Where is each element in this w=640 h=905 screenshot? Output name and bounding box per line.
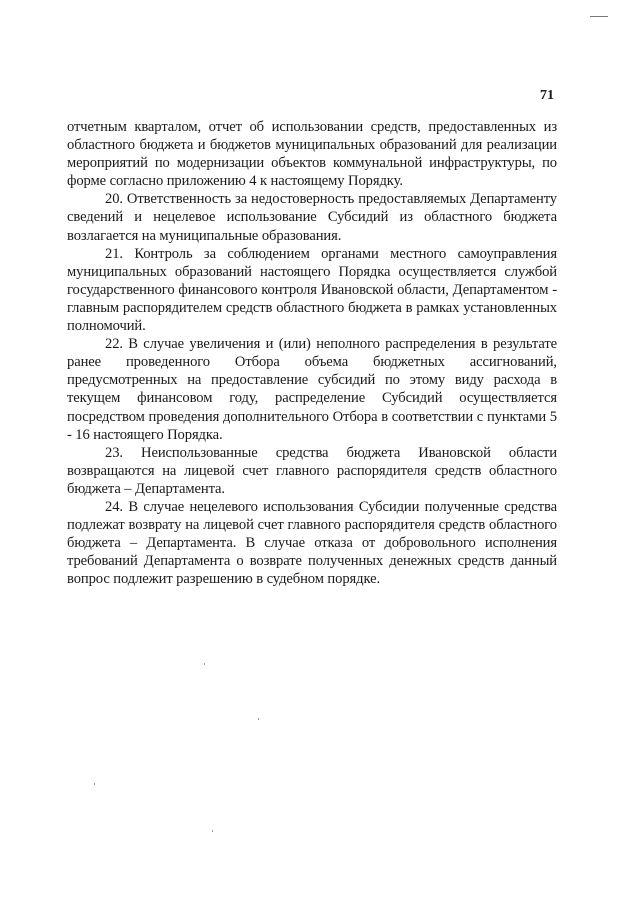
- scan-mark: [590, 16, 608, 17]
- paragraph-21: 21. Контроль за соблюдением органами местного самоуправления муниципальных образований настоящего Порядка осуществляется службой государственного финансового контроля Ивановской области, Департаментом - главным распорядителем средств областного бюджета в рамках установленных полномочий.: [67, 245, 557, 335]
- document-body: [67, 118, 557, 588]
- scan-speck: [204, 663, 205, 665]
- paragraph-20: 20. Ответственность за недостоверность предоставляемых Департаменту сведений и нецелевое использование Субсидий из областного бюджета возлагается на муниципальные образования.: [67, 191, 557, 244]
- scan-speck: [258, 718, 259, 720]
- scan-speck: [212, 830, 213, 832]
- page-number: 71: [540, 88, 554, 103]
- paragraph-continuation: отчетным кварталом, отчет об использовании средств, предоставленных из областного бюджета и бюджетов муниципальных образований для реализации мероприятий по модернизации объектов коммунальной инфраструктуры, по форме согласно приложению 4 к настоящему Порядку.: [67, 119, 557, 190]
- scan-speck: [94, 783, 95, 785]
- paragraph-22: 22. В случае увеличения и (или) неполного распределения в результате ранее проведенного Отбора объема бюджетных ассигнований, предусмотренных на предоставление субсидий по этому виду расхода в текущем финансовом году, распределение Субсидий осуществляется посредством проведения дополнительного Отбора в соответствии с пунктами 5 - 16 настоящего Порядка.: [67, 336, 557, 443]
- paragraph-23: 23. Неиспользованные средства бюджета Ивановской области возвращаются на лицевой счет главного распорядителя средств областного бюджета – Департамента.: [67, 444, 557, 497]
- paragraph-24: 24. В случае нецелевого использования Субсидии полученные средства подлежат возврату на лицевой счет главного распорядителя средств областного бюджета – Департамента. В случае отказа от добровольного исполнения требований Департамента о возврате полученных денежных средств данный вопрос подлежит разрешению в судебном порядке.: [67, 498, 557, 588]
